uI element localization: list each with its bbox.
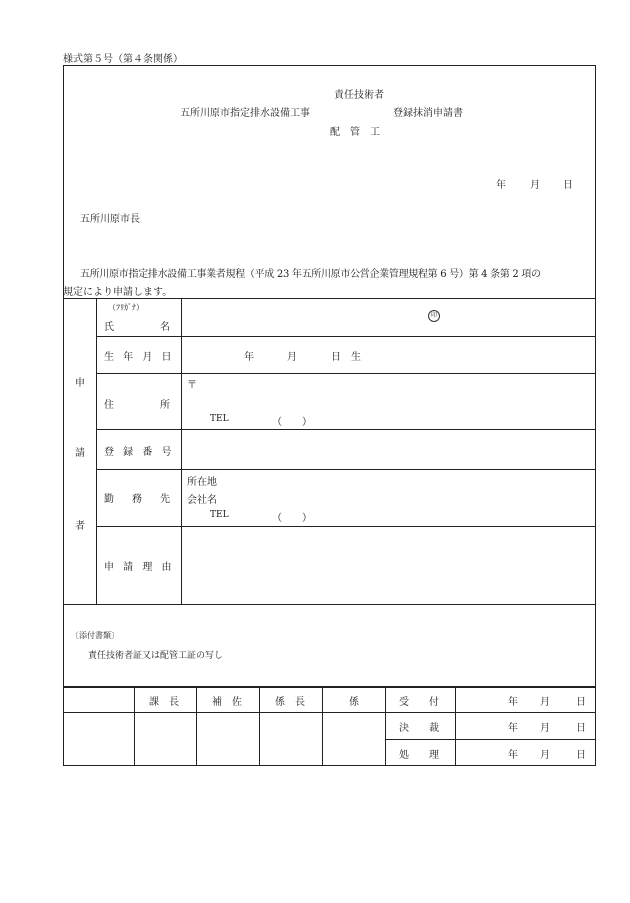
registration-label: 登 録 番 号 — [104, 447, 175, 458]
birthdate-year: 年 — [244, 352, 254, 363]
status-label-processed: 処 理 — [399, 750, 439, 761]
applicant-side-label-2: 請 — [75, 448, 85, 459]
title-line1: 責任技術者 — [334, 90, 384, 101]
form-number: 様式第５号（第４条関係） — [63, 54, 183, 65]
attachments-heading: 〔添付書類〕 — [71, 631, 119, 640]
status-label-received: 受 付 — [399, 697, 439, 708]
date-year: 年 — [496, 180, 506, 191]
attachments-item: 責任技術者証又は配管工証の写し — [88, 651, 224, 661]
status-approved-day: 日 — [576, 723, 586, 734]
status-received-year: 年 — [508, 697, 518, 708]
approval-header-kakari: 係 — [349, 697, 359, 708]
status-processed-day: 日 — [576, 750, 586, 761]
birthdate-day: 日 生 — [331, 352, 361, 363]
status-approved-year: 年 — [508, 723, 518, 734]
workplace-tel-parens: （ ） — [272, 513, 312, 524]
body-text-line2: 規定により申請します。 — [63, 287, 173, 298]
status-received-day: 日 — [576, 697, 586, 708]
status-label-approved: 決 裁 — [399, 723, 439, 734]
approval-header-kacho: 課 長 — [149, 697, 179, 708]
workplace-company-label: 会社名 — [187, 495, 217, 506]
name-label: 氏 名 — [104, 322, 174, 333]
address-label: 住 所 — [104, 400, 174, 411]
date-month: 月 — [530, 180, 540, 191]
title-line3: 配 管 工 — [330, 127, 380, 138]
address-tel-parens: （ ） — [272, 417, 312, 428]
date-day: 日 — [563, 180, 573, 191]
approval-header-hosa: 補 佐 — [212, 697, 242, 708]
status-received-month: 月 — [540, 697, 550, 708]
birthdate-month: 月 — [287, 352, 297, 363]
status-approved-month: 月 — [540, 723, 550, 734]
furigana-label: （ﾌﾘｶﾞﾅ） — [108, 303, 144, 312]
status-processed-year: 年 — [508, 750, 518, 761]
birthdate-label: 生 年 月 日 — [104, 352, 175, 363]
reason-label: 申 請 理 由 — [104, 562, 175, 573]
address-tel-label: TEL — [210, 414, 229, 424]
approval-header-kakaricho: 係 長 — [275, 697, 305, 708]
title-line2-left: 五所川原市指定排水設備工事 — [180, 108, 310, 119]
addressee: 五所川原市長 — [80, 214, 140, 225]
title-line2-right: 登録抹消申請書 — [393, 108, 463, 119]
workplace-label: 勤 務 先 — [104, 494, 174, 505]
status-processed-month: 月 — [540, 750, 550, 761]
applicant-side-label-1: 申 — [75, 378, 85, 389]
body-text-line1: 五所川原市指定排水設備工事業者規程（平成 23 年五所川原市公営企業管理規程第 6 号）第 4 条第 2 項の — [80, 269, 541, 280]
applicant-side-label-3: 者 — [75, 521, 85, 532]
seal-mark: 印 — [428, 310, 440, 322]
workplace-location-label: 所在地 — [187, 477, 217, 488]
workplace-tel-label: TEL — [210, 510, 229, 520]
postal-mark: 〒 — [187, 380, 197, 391]
